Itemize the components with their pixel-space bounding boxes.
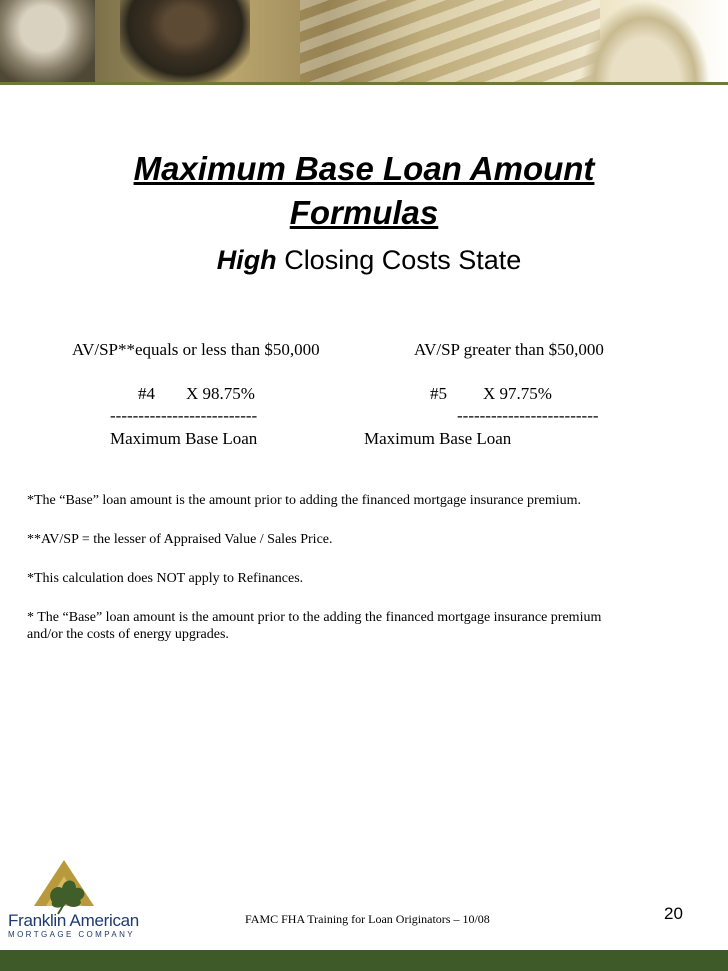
logo-name: Franklin American: [8, 911, 139, 930]
note-base-loan: *The “Base” loan amount is the amount prior to adding the financed mortgage insurance premium.: [27, 493, 581, 508]
right-result: Maximum Base Loan: [364, 429, 512, 448]
left-condition: AV/SP**equals or less than $50,000: [72, 340, 320, 359]
right-condition: AV/SP greater than $50,000: [414, 340, 604, 359]
slide-subtitle: [0, 245, 728, 276]
slide-title-line1: Maximum Base Loan Amount: [133, 150, 595, 187]
logo-subtitle: MORTGAGE COMPANY: [8, 930, 136, 939]
right-multiplier: X 97.75%: [483, 384, 552, 403]
note-refinances: *This calculation does NOT apply to Refinances.: [27, 571, 304, 586]
flag-stripes: [300, 0, 600, 82]
footer-bar: [0, 950, 728, 971]
person-photo-left: [0, 0, 95, 82]
banner-divider: [0, 82, 728, 85]
right-multiplier-ref: #5: [430, 384, 447, 403]
right-divider: -------------------------: [457, 406, 599, 425]
left-result: Maximum Base Loan: [110, 429, 258, 448]
note-base-loan-energy-line1: * The “Base” loan amount is the amount prior to the adding the financed mortgage insurance premium: [27, 610, 602, 625]
left-divider: --------------------------: [110, 406, 258, 425]
slide-title-line2: Formulas: [289, 194, 439, 231]
page-number: 20: [664, 904, 683, 923]
note-avsp: **AV/SP = the lesser of Appraised Value / Sales Price.: [27, 532, 333, 547]
person-photo-center: [120, 0, 250, 82]
subtitle-rest: Closing Costs State: [276, 245, 522, 275]
note-base-loan-energy-line2: and/or the costs of energy upgrades.: [27, 627, 229, 642]
left-multiplier: X 98.75%: [186, 384, 255, 403]
header-banner-image: [0, 0, 728, 82]
subtitle-emphasis: High: [216, 245, 277, 275]
footer-caption: FAMC FHA Training for Loan Originators – 10/08: [245, 912, 490, 926]
left-multiplier-ref: #4: [138, 384, 155, 403]
capitol-dome-image: [580, 0, 710, 82]
